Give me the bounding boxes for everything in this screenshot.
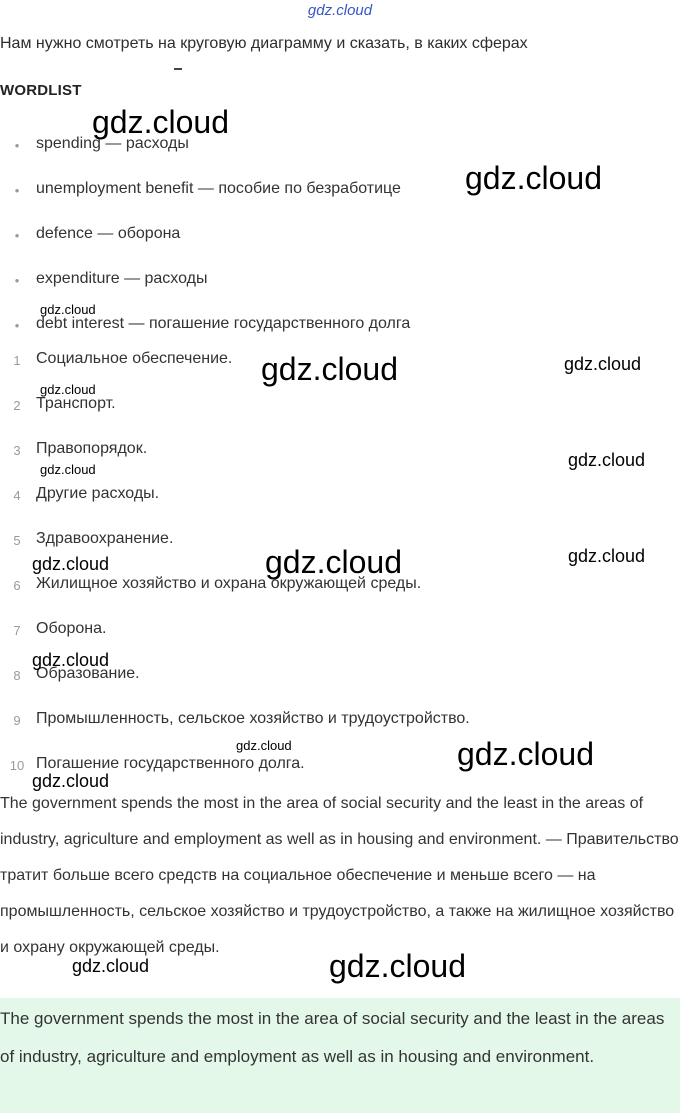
list-item-text: unemployment benefit — пособие по безработице [36,180,401,197]
list-item-text: expenditure — расходы [36,270,208,287]
decorative-dash [174,68,182,70]
watermark: gdz.cloud [72,956,150,976]
numbered-item-text: Образование. [36,665,140,682]
list-item [0,270,680,294]
item-number: 2 [13,398,21,413]
item-number: 6 [13,578,21,593]
watermark: gdz.cloud [564,354,642,374]
watermark: gdz.cloud [236,738,292,753]
watermark: gdz.cloud [261,351,398,387]
numbered-item [0,440,680,464]
numbered-item [0,620,680,644]
numbered-item-text: Здравоохранение. [36,530,174,547]
watermark: gdz.cloud [265,544,402,580]
numbered-item [0,665,680,689]
item-number: 9 [13,713,21,728]
watermark: gdz.cloud [40,382,96,397]
numbered-item [0,485,680,509]
intro-text: Нам нужно смотреть на круговую диаграмму и сказать, в каких сферах [0,35,528,52]
item-number: 3 [13,443,21,458]
bullet-icon: • [14,138,20,153]
numbered-item [0,755,680,779]
item-number: 8 [13,668,21,683]
watermark: gdz.cloud [40,302,96,317]
numbered-item-text: Социальное обеспечение. [36,350,233,367]
watermark: gdz.cloud [32,554,110,574]
list-item-text: defence — оборона [36,225,181,242]
numbered-item-text: Промышленность, сельское хозяйство и трудоустройство. [36,710,470,727]
numbered-item-text: Погашение государственного долга. [36,755,305,772]
wordlist-heading: WORDLIST [0,82,82,99]
bullet-icon: • [14,183,20,198]
watermark: gdz.cloud [568,450,646,470]
item-number: 7 [13,623,21,638]
watermark: gdz.cloud [465,160,602,196]
watermark: gdz.cloud [32,650,110,670]
list-item [0,135,680,159]
list-item [0,225,680,249]
numbered-item [0,395,680,419]
list-item-text: debt interest — погашение государственного долга [36,315,411,332]
numbered-item [0,575,680,599]
item-number: 4 [13,488,21,503]
answer-paragraph: The government spends the most in the area of social security and the least in the areas of industry, agriculture and employment as well as in housing and environment. — Правительство тратит больше всего средств на социальное обеспечение и меньше всего — на промышленность, сельское хозяйство и трудоустройство, а также на жилищное хозяйство и охрану окружающей среды. [0,795,679,956]
site-link[interactable]: gdz.cloud [307,2,373,19]
numbered-item [0,530,680,554]
watermark: gdz.cloud [329,948,466,984]
numbered-item [0,350,680,374]
item-number: 1 [13,353,21,368]
watermark: gdz.cloud [40,462,96,477]
list-item [0,180,680,204]
bullet-icon: • [14,273,20,288]
watermark: gdz.cloud [457,736,594,772]
numbered-item-text: Правопорядок. [36,440,148,457]
numbered-item-text: Транспорт. [36,395,116,412]
numbered-item-text: Оборона. [36,620,107,637]
numbered-item-text: Жилищное хозяйство и охрана окружающей среды. [36,575,422,592]
watermark: gdz.cloud [32,771,110,791]
numbered-item [0,710,680,734]
list-item-text: spending — расходы [36,135,189,152]
bullet-icon: • [14,228,20,243]
watermark: gdz.cloud [568,546,646,566]
list-item [0,315,680,339]
numbered-item-text: Другие расходы. [36,485,160,502]
highlighted-answer: The government spends the most in the area of social security and the least in the areas of industry, agriculture and employment as well as in housing and environment. [0,1009,665,1066]
bullet-icon: • [14,318,20,333]
watermark: gdz.cloud [92,104,229,140]
item-number: 10 [9,758,25,773]
item-number: 5 [13,533,21,548]
